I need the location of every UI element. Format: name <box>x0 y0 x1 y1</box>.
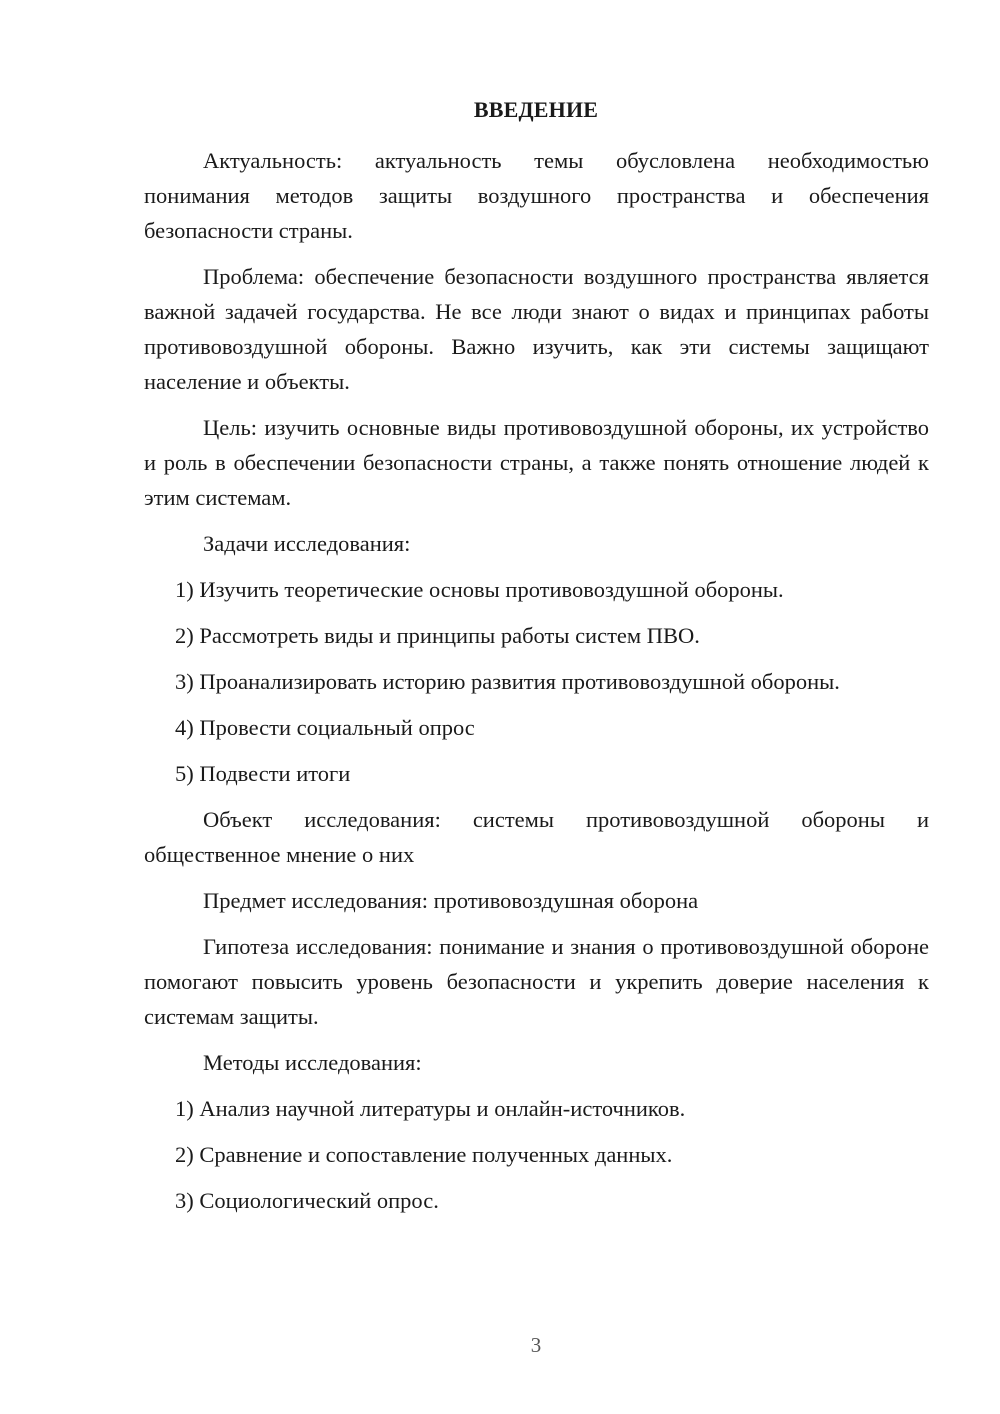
list-item: 4) Провести социальный опрос <box>175 715 475 740</box>
subject-paragraph: Предмет исследования: противовоздушная оборона <box>203 888 699 913</box>
tasks-heading: Задачи исследования: <box>203 531 411 556</box>
list-item: 3) Проанализировать историю развития противовоздушной обороны. <box>175 669 840 694</box>
relevance-paragraph: Актуальность: актуальность темы обусловлена необходимостью понимания методов защиты воздушного пространства и обеспечения безопасности страны. <box>144 148 929 243</box>
body-text <box>144 143 929 1229</box>
list-item: 2) Сравнение и сопоставление полученных данных. <box>175 1142 673 1167</box>
tasks-list <box>144 572 929 791</box>
page-title: ВВЕДЕНИЕ <box>473 97 599 122</box>
hypothesis-paragraph: Гипотеза исследования: понимание и знания о противовоздушной обороне помогают повысить уровень безопасности и укрепить доверие населения к системам защиты. <box>144 934 929 1029</box>
goal-paragraph: Цель: изучить основные виды противовоздушной обороны, их устройство и роль в обеспечении безопасности страны, а также понять отношение людей к этим системам. <box>144 415 929 510</box>
list-item: 1) Изучить теоретические основы противовоздушной обороны. <box>175 577 784 602</box>
problem-paragraph: Проблема: обеспечение безопасности воздушного пространства является важной задачей государства. Не все люди знают о видах и принципах работы противовоздушной обороны. Важно изучить, как эти системы защищают население и объекты. <box>144 264 929 394</box>
methods-list <box>144 1091 929 1218</box>
list-item: 5) Подвести итоги <box>175 761 351 786</box>
page-number: 3 <box>530 1333 542 1357</box>
list-item: 1) Анализ научной литературы и онлайн-источников. <box>175 1096 686 1121</box>
methods-heading: Методы исследования: <box>203 1050 422 1075</box>
object-paragraph: Объект исследования: системы противовоздушной обороны и общественное мнение о них <box>144 807 929 867</box>
list-item: 3) Социологический опрос. <box>175 1188 439 1213</box>
list-item: 2) Рассмотреть виды и принципы работы систем ПВО. <box>175 623 700 648</box>
